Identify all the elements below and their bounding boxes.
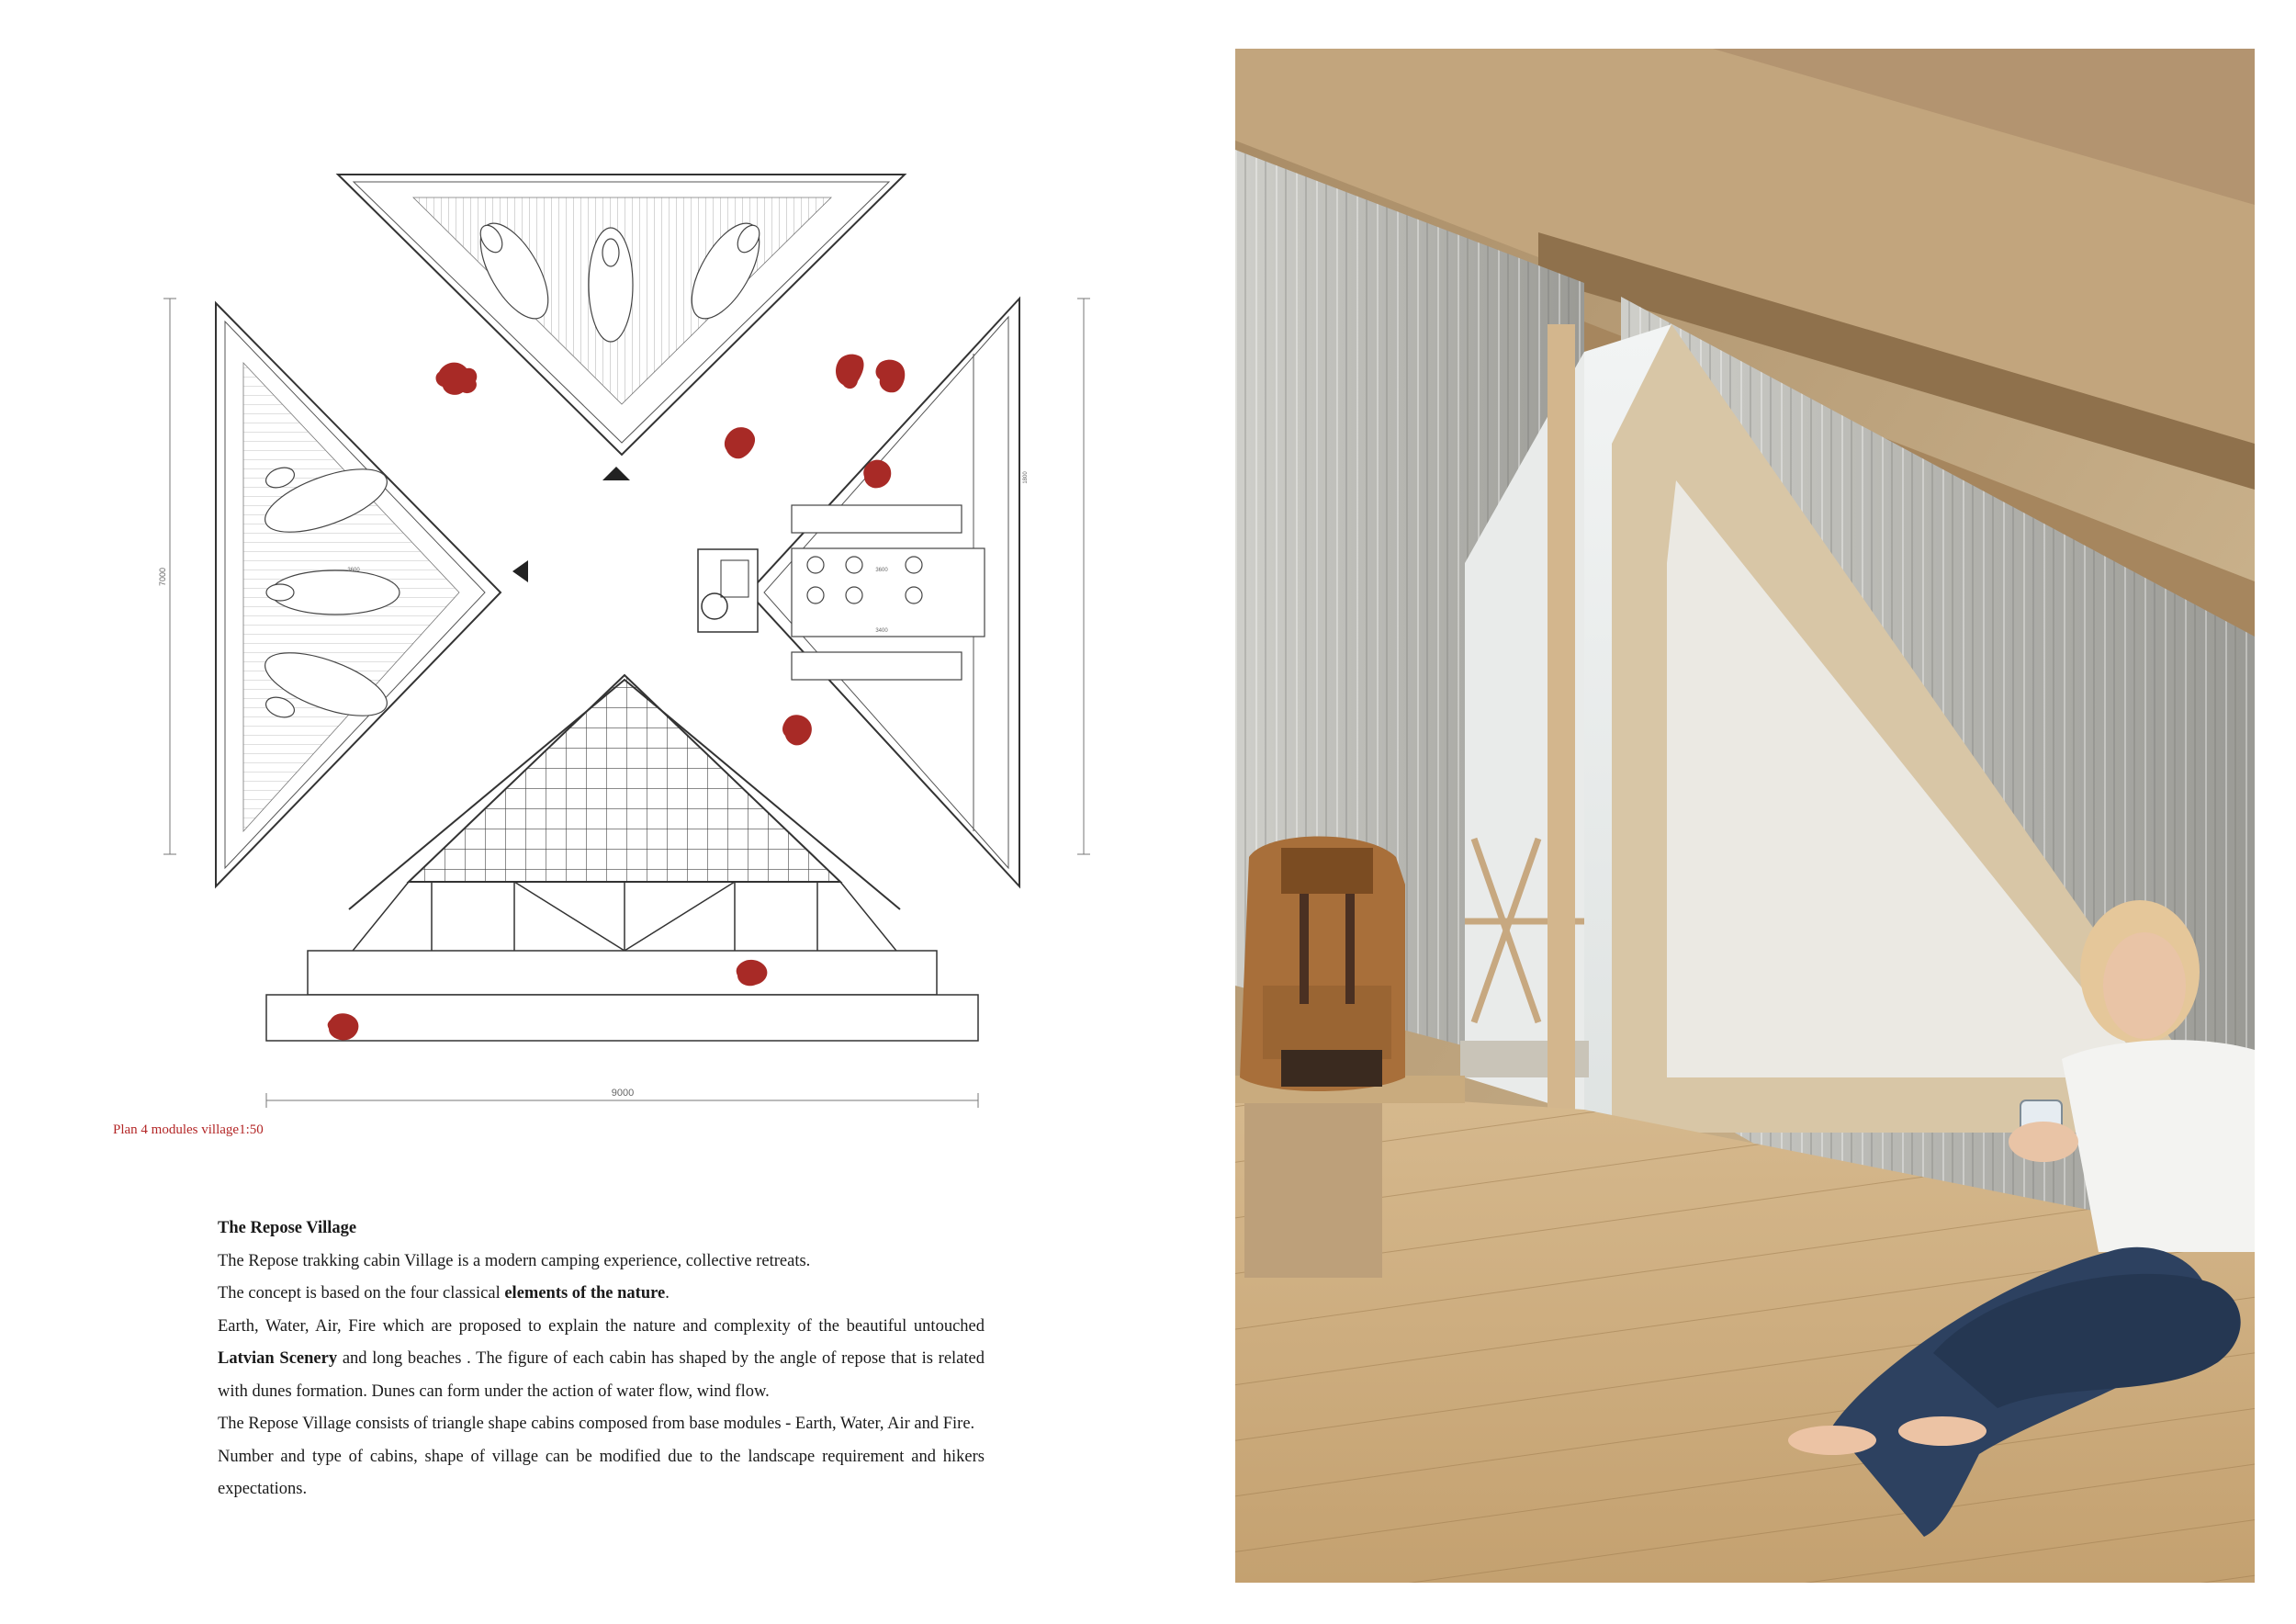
cabin-top	[338, 175, 905, 455]
article-emphasis: elements of the nature	[504, 1284, 666, 1303]
dimension-height-label: 7000	[158, 567, 167, 587]
dimension-inner-a: 3600	[347, 568, 360, 573]
dimension-width-label: 9000	[611, 1088, 635, 1099]
article-paragraph-1: The Repose trakking cabin Village is a modern camping experience, collective retreats.	[218, 1251, 811, 1270]
article-body	[218, 1212, 985, 1506]
entrance-marker-west	[512, 560, 528, 582]
person-figure	[876, 360, 906, 393]
person-figure	[436, 363, 478, 395]
dimension-inner-c: 3400	[875, 628, 888, 634]
article-paragraph-5: Number and type of cabins, shape of village can be modified due to the landscape requirement and hikers expectations.	[218, 1447, 985, 1498]
dimension-inner-d: 1800	[1023, 471, 1029, 484]
backpack	[1240, 837, 1405, 1092]
article-paragraph-4: The Repose Village consists of triangle shape cabins composed from base modules - Earth, Water, Air and Fire.	[218, 1415, 975, 1433]
sleeping-mats-top	[467, 213, 772, 342]
article-text: The concept is based on the four classical	[218, 1284, 505, 1303]
article-paragraph-3	[218, 1311, 985, 1409]
article-emphasis: Latvian Scenery	[218, 1349, 338, 1368]
article-text: and long beaches . The figure of each cabin has shaped by the angle of repose that is related with dunes formation. Dunes can form under the action of water flow, wind flow.	[218, 1349, 985, 1401]
cabin-interior-render	[1235, 49, 2255, 1583]
article-text: Earth, Water, Air, Fire which are proposed to explain the nature and complexity of the beautiful untouched	[218, 1316, 985, 1336]
plan-caption: Plan 4 modules village1:50	[113, 1122, 264, 1137]
dimension-inner-b: 3600	[875, 568, 888, 573]
article-paragraph-2	[218, 1278, 985, 1311]
person-figure	[725, 427, 755, 458]
article-title: The Repose Village	[218, 1219, 357, 1237]
article-text: .	[665, 1284, 670, 1303]
village-plan-drawing	[0, 0, 1148, 1148]
entrance-marker-north	[602, 467, 630, 480]
person-figure	[782, 715, 812, 745]
person-figure	[836, 355, 864, 389]
cabin-bottom	[266, 675, 978, 1041]
